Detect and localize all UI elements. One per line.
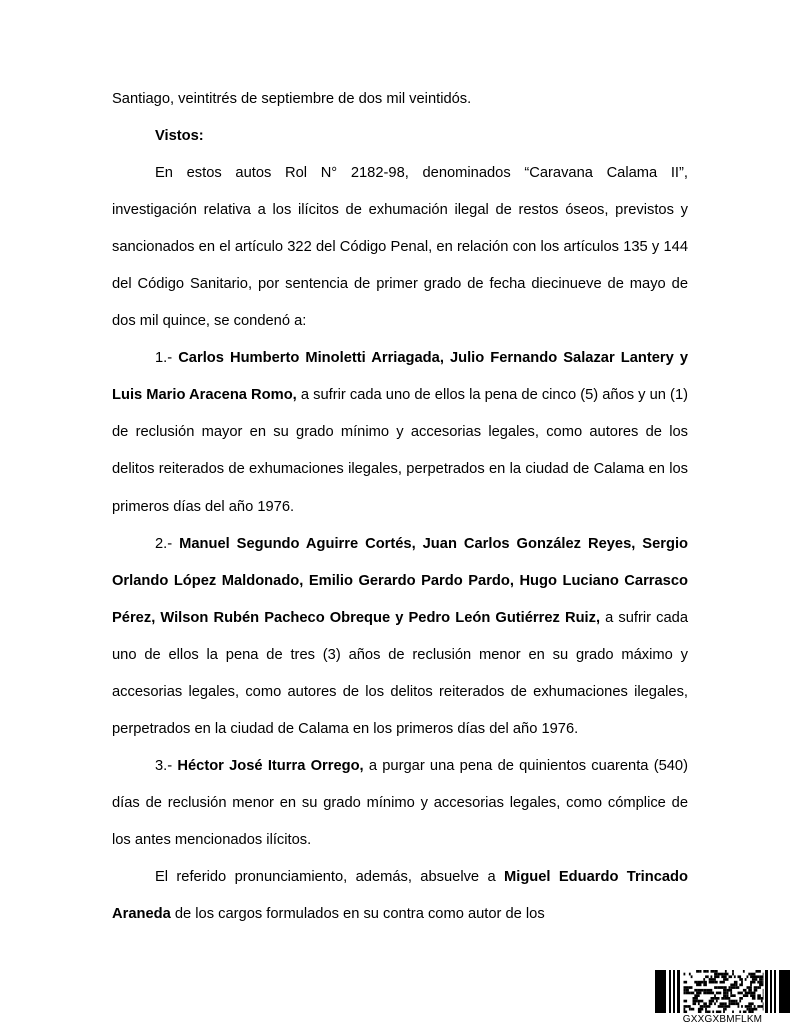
text-segment-bold: Miguel Eduardo Trincado Araneda [112,868,689,923]
text-segment: Santiago, veintitrés de septiembre de dos mil veintidós. [112,91,472,107]
paragraph-item-2 [112,526,688,748]
text-segment: 3.- [155,757,178,774]
text-segment: En estos autos Rol N° 2182-98, denominados “Caravana Calama II”, investigación relativa a los ilícitos de exhumación ilegal de restos óseos, previstos y sancionados en el artículo 322 del Código Penal, en relación con los artículos 135 y 144 del Código Sanitario, por sentencia de primer grado de fecha diecinueve de mayo de dos mil quince, se condenó a: [112,165,688,330]
barcode-block [655,970,790,1025]
text-segment: 2.- [155,535,180,552]
text-segment: a purgar una pena de quinientos cuarenta (540) días de reclusión menor en su grado mínimo y accesorias legales, como cómplice de los antes mencionados ilícitos. [112,757,688,848]
barcode-image [655,970,790,1013]
text-segment: de los cargos formulados en su contra como autor de los [170,906,545,923]
barcode-label: GXXGXBMFLKM [682,1014,763,1025]
paragraph-dateline [112,81,688,118]
paragraph-absolution-paragraph [112,859,688,933]
document-body [112,81,688,933]
text-segment-bold: Vistos: [155,128,204,145]
text-segment-bold: Carlos Humberto Minoletti Arriagada, Julio Fernando Salazar Lantery y Luis Mario Aracena Romo, [112,350,688,404]
text-segment: El referido pronunciamiento, además, absuelve a [155,868,504,885]
text-segment-bold: Manuel Segundo Aguirre Cortés, Juan Carlos González Reyes, Sergio Orlando López Maldonado, Emilio Gerardo Pardo Pardo, Hugo Luciano Carrasco Pérez, Wilson Rubén Pacheco Obreque y Pedro León Gutiérrez Ruiz, [112,535,688,626]
paragraph-intro-paragraph [112,155,688,340]
text-segment: a sufrir cada uno de ellos la pena de tres (3) años de reclusión menor en su grado máximo y accesorias legales, como autores de los delitos reiterados de exhumaciones ilegales, perpetrados en la ciudad de Calama en los primeros días del año 1976. [112,609,688,737]
text-segment: a sufrir cada uno de ellos la pena de cinco (5) años y un (1) de reclusión mayor en su grado mínimo y accesorias legales, como autores de los delitos reiterados de exhumaciones ilegales, perpetrados en la ciudad de Calama en los primeros días del año 1976. [112,387,688,515]
text-segment: 1.- [155,350,179,367]
paragraph-item-3 [112,748,688,859]
paragraph-vistos-heading [112,118,688,155]
text-segment-bold: Héctor José Iturra Orrego, [177,757,364,774]
paragraph-item-1 [112,340,688,525]
